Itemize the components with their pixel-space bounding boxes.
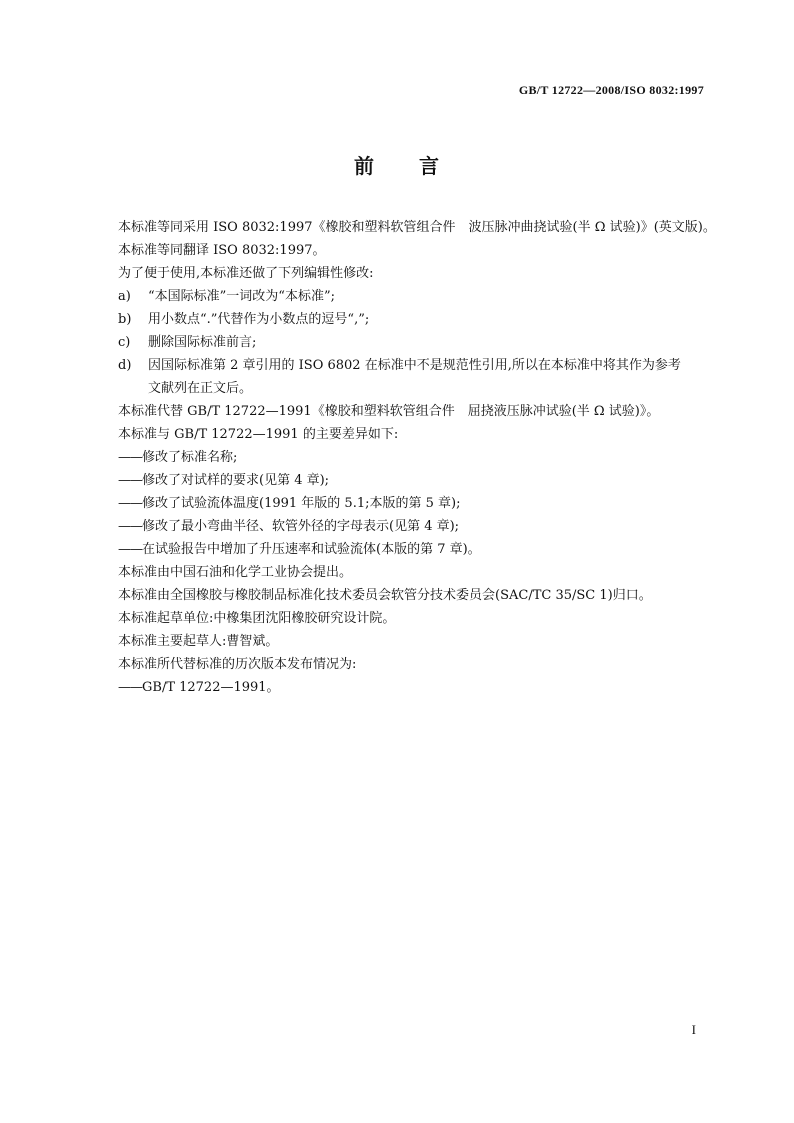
difference-text: 修改了标准名称; — [142, 450, 238, 465]
edit-item-c — [118, 331, 708, 354]
dash-marker: —— — [118, 680, 142, 695]
title-char-2: 言 — [419, 154, 440, 178]
edit-item-a — [118, 285, 708, 308]
difference-item — [118, 538, 708, 561]
dash-marker: —— — [118, 496, 142, 511]
adoption-statement: 本标准等同采用 ISO 8032:1997《橡胶和塑料软管组合件 波压脉冲曲挠试验(半 Ω 试验)》(英文版)。 — [118, 220, 716, 235]
page-number: I — [691, 1022, 696, 1037]
differences-intro: 本标准与 GB/T 12722—1991 的主要差异如下: — [118, 427, 399, 442]
foreword-body — [118, 216, 716, 699]
difference-item — [118, 469, 708, 492]
main-drafter: 本标准主要起草人:曹智斌。 — [118, 634, 279, 649]
title-char-1: 前 — [354, 154, 375, 178]
translation-statement: 本标准等同翻译 ISO 8032:1997。 — [118, 243, 326, 258]
history-intro: 本标准所代替标准的历次版本发布情况为: — [118, 657, 357, 672]
difference-item — [118, 515, 708, 538]
edits-intro: 为了便于使用,本标准还做了下列编辑性修改: — [118, 266, 374, 281]
dash-marker: —— — [118, 473, 142, 488]
edit-text: “本国际标准”一词改为“本标准”; — [148, 289, 335, 304]
replaces-statement: 本标准代替 GB/T 12722—1991《橡胶和塑料软管组合件 屈挠液压脉冲试验(半 Ω 试验)》。 — [118, 404, 660, 419]
edit-text: 因国际标准第 2 章引用的 ISO 6802 在标准中不是规范性引用,所以在本标准中将其作为参考 — [148, 358, 681, 373]
edit-item-b — [118, 308, 708, 331]
difference-item — [118, 492, 708, 515]
drafting-unit: 本标准起草单位:中橡集团沈阳橡胶研究设计院。 — [118, 611, 396, 626]
difference-text: 修改了试验流体温度(1991 年版的 5.1;本版的第 5 章); — [142, 496, 461, 511]
difference-text: 修改了最小弯曲半径、软管外径的字母表示(见第 4 章); — [142, 519, 460, 534]
edit-item-d — [118, 354, 708, 400]
difference-item — [118, 446, 708, 469]
history-text: GB/T 12722—1991。 — [142, 680, 280, 695]
difference-text: 在试验报告中增加了升压速率和试验流体(本版的第 7 章)。 — [142, 542, 481, 557]
dash-marker: —— — [118, 542, 142, 557]
edit-marker: b) — [118, 312, 132, 327]
difference-text: 修改了对试样的要求(见第 4 章); — [142, 473, 330, 488]
edit-marker: a) — [118, 289, 131, 304]
dash-marker: —— — [118, 450, 142, 465]
page-title — [0, 150, 794, 179]
edit-text: 删除国际标准前言; — [148, 335, 257, 350]
edit-text-continued: 文献列在正文后。 — [148, 381, 253, 396]
edit-text: 用小数点“.”代替作为小数点的逗号“,”; — [148, 312, 370, 327]
edit-marker: c) — [118, 335, 131, 350]
proposed-by: 本标准由中国石油和化学工业协会提出。 — [118, 565, 353, 580]
standard-code-header: GB/T 12722—2008/ISO 8032:1997 — [518, 83, 704, 97]
edit-marker: d) — [118, 358, 132, 373]
dash-marker: —— — [118, 519, 142, 534]
history-item — [118, 676, 708, 699]
centralized-by: 本标准由全国橡胶与橡胶制品标准化技术委员会软管分技术委员会(SAC/TC 35/SC 1)归口。 — [118, 588, 652, 603]
